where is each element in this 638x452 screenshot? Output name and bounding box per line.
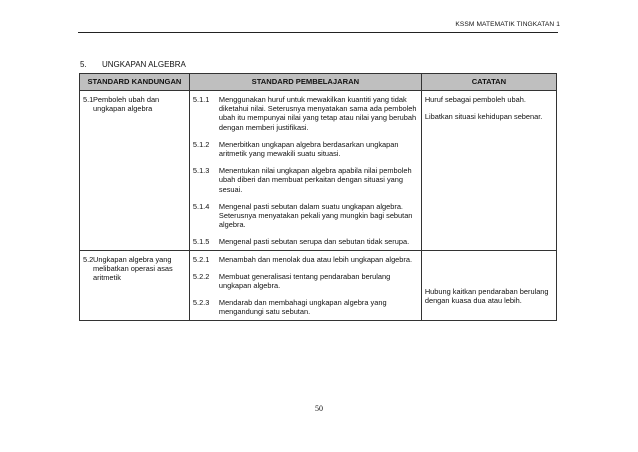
learning-standard-number: 5.1.2: [192, 139, 210, 149]
learning-standard-number: 5.1.4: [192, 201, 210, 211]
learning-standard-text: Menerbitkan ungkapan algebra berdasarkan ungkapan aritmetik yang mewakili suatu situasi.: [218, 139, 399, 159]
learning-standard-number: 5.1.5: [192, 237, 210, 247]
page-number: 50: [315, 404, 323, 413]
table-row: [80, 250, 557, 320]
learning-standard-cell: [189, 91, 421, 251]
header-text: KSSM MATEMATIK TINGKATAN 1: [455, 21, 560, 28]
header-standard-pembelajaran: STANDARD PEMBELAJARAN: [189, 74, 421, 91]
learning-standard-number: 5.2.1: [192, 254, 210, 264]
learning-standard-number: 5.1.3: [192, 166, 210, 176]
section-heading: [80, 60, 186, 69]
content-standard-number: 5.2: [83, 254, 94, 264]
note-text: Hubung kaitkan pendaraban berulang dengan kuasa dua atau lebih.: [424, 286, 549, 305]
learning-standard-text: Mengenal pasti sebutan serupa dan sebutan tidak serupa.: [218, 237, 410, 247]
learning-standard-item: [193, 298, 418, 316]
content-standard-number: 5.1: [83, 95, 94, 104]
header-rule: [78, 32, 558, 33]
learning-standard-item: [193, 272, 418, 290]
learning-standard-text: Membuat generalisasi tentang pendaraban berulang ungkapan algebra.: [218, 271, 391, 291]
header-standard-kandungan: STANDARD KANDUNGAN: [80, 74, 190, 91]
learning-standard-text: Mendarab dan membahagi ungkapan algebra yang mengandungi satu sebutan.: [218, 298, 387, 317]
content-standard-text: Ungkapan algebra yang melibatkan operasi asas aritmetik: [93, 254, 173, 283]
note-text: Libatkan situasi kehidupan sebenar.: [424, 112, 543, 122]
learning-standard-item: [193, 95, 418, 132]
header-catatan: CATATAN: [421, 74, 556, 91]
table-row: [80, 91, 557, 251]
learning-standard-number: 5.1.1: [192, 95, 210, 104]
learning-standard-text: Menggunakan huruf untuk mewakilkan kuantiti yang tidak diketahui nilai. Seterusnya menyatakan sama ada pemboleh ubah itu mempunyai nilai yang tetap atau nilai yang berubah dengan memberi justifikasi.: [218, 95, 417, 132]
learning-standard-number: 5.2.3: [192, 298, 210, 308]
learning-standard-cell: [189, 250, 421, 320]
learning-standard-item: [193, 237, 418, 246]
learning-standard-item: [193, 166, 418, 194]
learning-standard-text: Mengenal pasti sebutan dalam suatu ungkapan algebra. Seterusnya menyatakan pekali yang mungkin bagi sebutan algebra.: [218, 201, 413, 230]
note-text: Huruf sebagai pemboleh ubah.: [424, 95, 526, 104]
section-title: UNGKAPAN ALGEBRA: [102, 60, 186, 69]
content-standard-cell: [80, 250, 190, 320]
table-header-row: [80, 74, 557, 91]
learning-standard-text: Menentukan nilai ungkapan algebra apabila nilai pemboleh ubah diberi dan membuat perkaitan dengan situasi yang sesuai.: [218, 166, 412, 194]
notes-cell: [421, 250, 556, 320]
learning-standard-number: 5.2.2: [192, 271, 210, 281]
section-number: 5.: [80, 60, 87, 69]
content-standard-cell: [80, 91, 190, 251]
notes-cell: [421, 91, 556, 251]
learning-standard-item: [193, 255, 418, 264]
content-standard-text: Pemboleh ubah dan ungkapan algebra: [93, 95, 160, 114]
curriculum-table: [79, 73, 557, 321]
learning-standard-text: Menambah dan menolak dua atau lebih ungkapan algebra.: [218, 254, 413, 264]
learning-standard-item: [193, 140, 418, 158]
learning-standard-item: [193, 202, 418, 230]
